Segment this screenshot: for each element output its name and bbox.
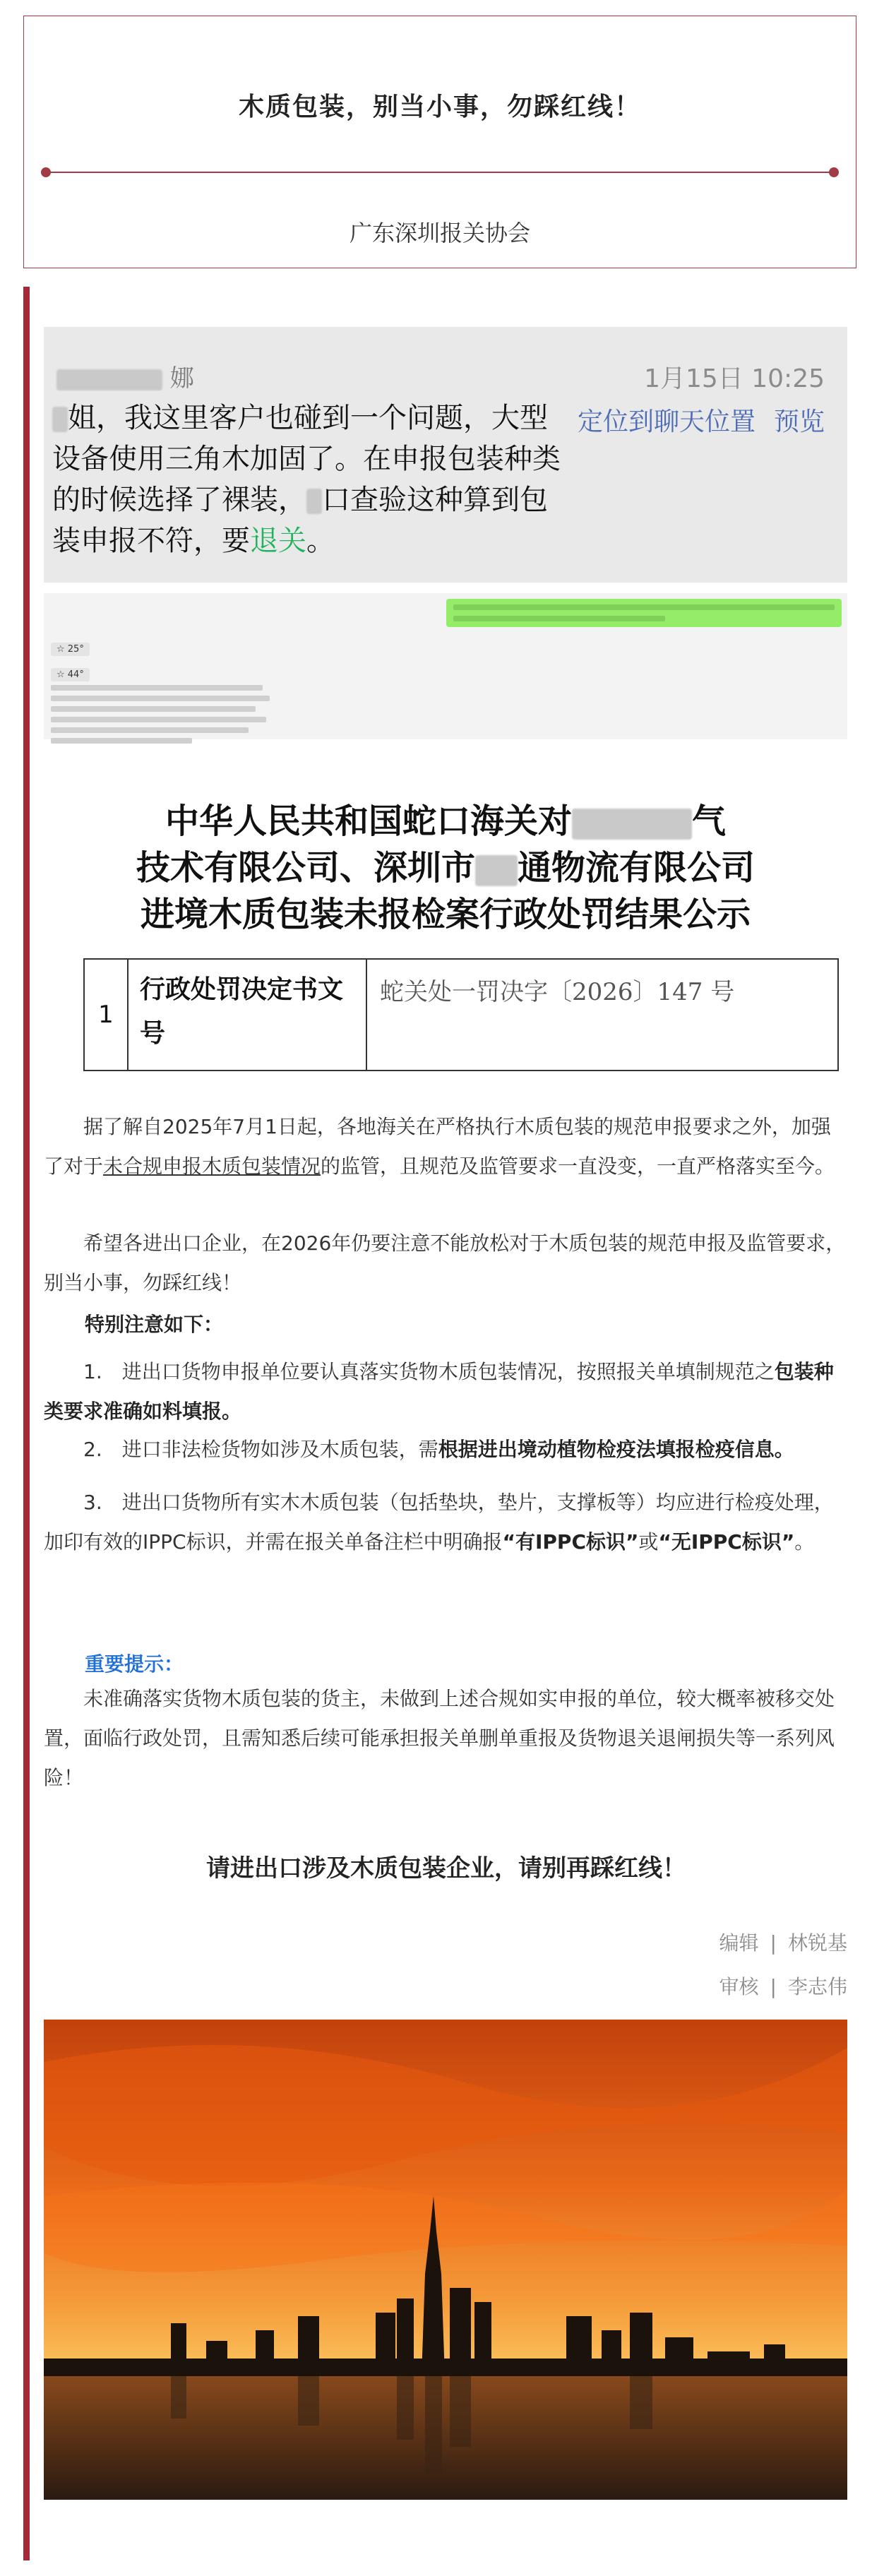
paragraph-1: 据了解自2025年7月1日起，各地海关在严格执行木质包装的规范申报要求之外，加强了对于未合规申报木质包装情况的监管，且规范及监管要求一直没变，一直严格落实至今。: [44, 1115, 835, 1178]
skyline-image: [44, 2020, 847, 2500]
penalty-notice-table: [83, 958, 839, 1071]
header-organization: 广东深圳报关协会: [349, 220, 530, 246]
chat-bubble-green: [446, 599, 842, 627]
chat-message: 姐，我这里客户也碰到一个问题，大型设备使用三角木加固了。在申报包装种类的时候选择了裸装， 口查验这种算到包装申报不符，要退关。: [52, 402, 561, 557]
divider-dot-left: [41, 167, 51, 177]
city-skyline-photo: [44, 2020, 847, 2500]
chat-sender: 娜: [56, 359, 194, 393]
editor-credit: 编辑 | 林锐基: [719, 1931, 847, 1955]
chat-time: 1月15日 10:25: [644, 364, 825, 393]
chat-tag-1: ☆ 25°: [51, 643, 90, 656]
divider-dot-right: [829, 167, 839, 177]
important-paragraph: 未准确落实货物木质包装的货主，未做到上述合规如实申报的单位，较大概率被移交处置，面临行政处罚，且需知悉后续可能承担报关单删单重报及货物退关退闸损失等一系列风险！: [44, 1687, 835, 1789]
note-item-2: 2. 进口非法检货物如涉及木质包装，需根据进出境动植物检疫法填报检疫信息。: [83, 1438, 794, 1461]
note-item-1: 1. 进出口货物申报单位要认真落实货物木质包装情况，按照报关单填制规范之包装种类要求准确如料填报。: [44, 1360, 834, 1423]
chat-tag-2: ☆ 44°: [51, 668, 90, 681]
table-row-number: 1: [85, 960, 129, 1070]
blurred-name: [56, 369, 162, 390]
left-accent-bar: [23, 287, 30, 2560]
reviewer-credit: 审核 | 李志伟: [719, 1975, 847, 1998]
header-divider: [44, 172, 836, 173]
chat-screenshot-2: [44, 593, 847, 739]
locate-chat-link[interactable]: 定位到聊天位置: [577, 407, 755, 436]
article-title: 木质包装，别当小事，勿踩红线！: [238, 93, 641, 121]
paragraph-2: 希望各进出口企业，在2026年仍要注意不能放松对于木质包装的规范申报及监管要求，别当小事，勿踩红线！: [44, 1232, 846, 1294]
table-row-label: 行政处罚决定书文号: [129, 960, 367, 1070]
preview-link[interactable]: 预览: [773, 407, 825, 436]
table-row-value: 蛇关处一罚决字〔2026〕147 号: [380, 978, 735, 1006]
header-box: [23, 16, 856, 268]
penalty-notice-title: 中华人民共和国蛇口海关对 气 技术有限公司、深圳市 通物流有限公司 进境木质包装未报检案行政处罚结果公示: [136, 801, 755, 934]
chat-actions: [559, 402, 825, 438]
closing-slogan: 请进出口涉及木质包装企业，请别再踩红线！: [206, 1854, 686, 1883]
note-item-3: 3. 进出口货物所有实木木质包装（包括垫块，垫片，支撑板等）均应进行检疫处理， 加印有效的IPPC标识，并需在报关单备注栏中明确报“有IPPC标识”或“无IPPC标识”。: [44, 1491, 844, 1554]
important-heading: 重要提示：: [85, 1652, 184, 1676]
chat-note-text: [51, 685, 277, 749]
special-notes-heading: 特别注意如下：: [85, 1313, 224, 1336]
chat-screenshot: [44, 327, 847, 583]
